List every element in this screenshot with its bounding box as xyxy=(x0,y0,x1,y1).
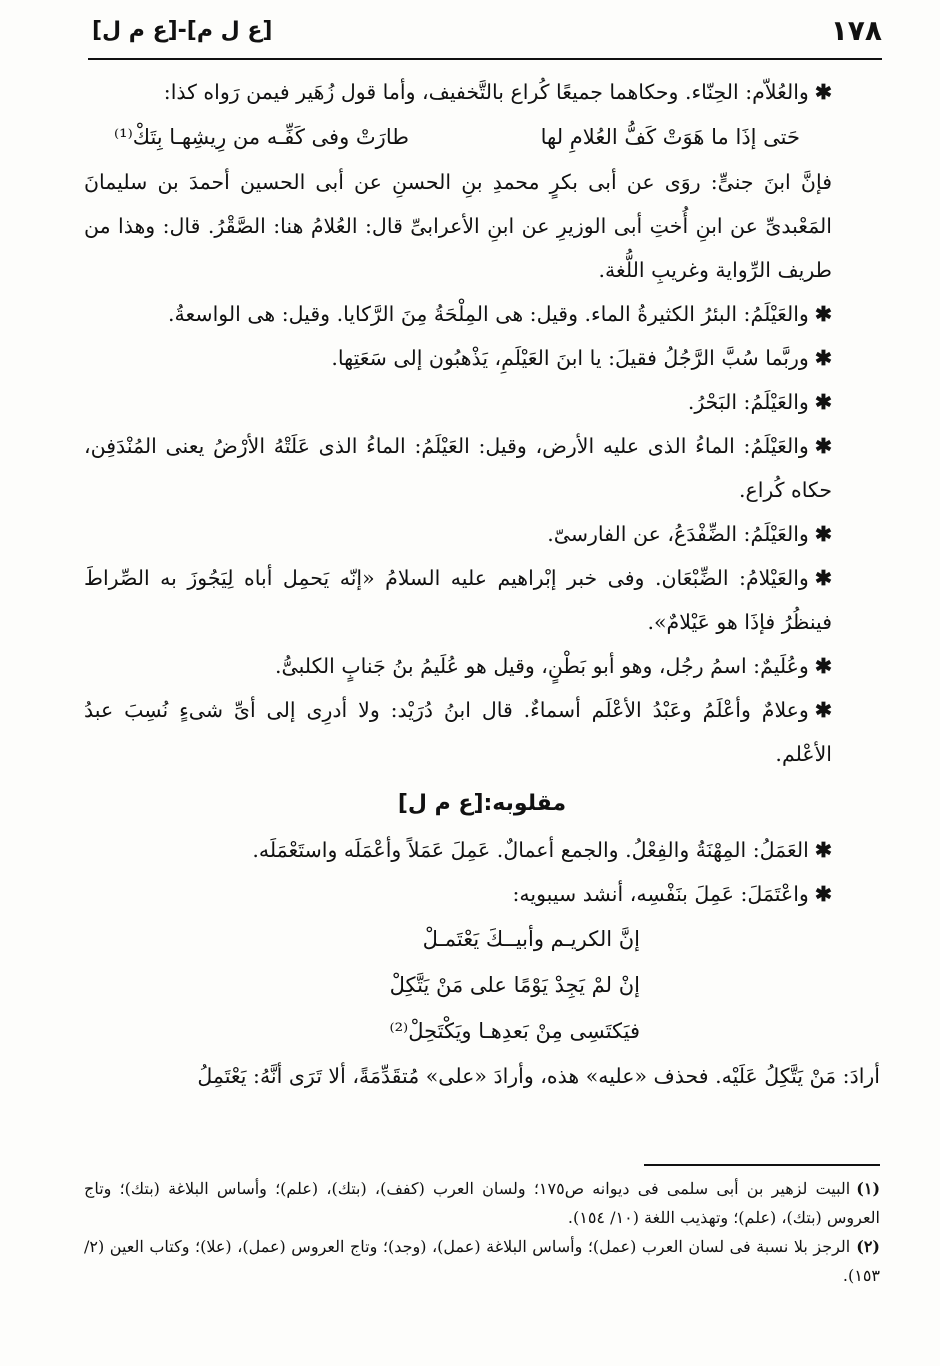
footnote-text: البيت لزهير بن أبى سلمى فى ديوانه ص١٧٥؛ ولسان العرب (كفف)، (بتك)، (علم)؛ وأساس البلاغة (بتك)؛ وتاج العروس (بتك)، (علم)؛ وتهذيب اللغة (١٠/ ١٥٤). xyxy=(84,1179,880,1227)
footnote xyxy=(84,1232,880,1290)
entry-star: ✱ xyxy=(814,838,832,862)
entry-star: ✱ xyxy=(814,346,832,370)
entry-text: العَمَلُ: المِهْنَةُ والفِعْلُ. والجمع أعمالٌ. عَمِلَ عَمَلاً وأعْمَلَه واستَعْمَلَه. xyxy=(252,838,809,862)
footnote xyxy=(84,1174,880,1232)
entry-text: والعُلاّم: الحِنّاء. وحكاهما جميعًا كُراع بالتَّخفيف، وأما قول زُهَير فيمن رَواه كذا: xyxy=(163,80,809,104)
entry-star: ✱ xyxy=(814,80,832,104)
entry xyxy=(84,828,880,872)
verse-line: فيَكتَسِى مِنْ بَعدِهـا ويَكْتَحِلْ⁽²⁾ xyxy=(389,1019,640,1043)
main-text xyxy=(84,70,880,1098)
entry xyxy=(84,336,880,380)
footnote-text: الرجز بلا نسبة فى لسان العرب (عمل)؛ وأساس البلاغة (عمل)، (وجد)؛ وتاج العروس (عمل)، (علا)؛ وكتاب العين (٢/ ١٥٣). xyxy=(84,1237,880,1285)
section-heading: مقلوبه:[ع م ل] xyxy=(397,791,567,816)
verse-line: إنَّ الكريـم وأبيــكَ يَعْتَمـلْ xyxy=(422,927,640,951)
entry xyxy=(84,424,880,512)
entry xyxy=(84,644,880,688)
entry xyxy=(84,160,880,292)
closing-line: أرادَ: مَنْ يَتَّكِلُ عَلَيْه. فحذف «عليه» هذه، وأرادَ «على» مُتقَدِّمَةً، ألا تَرَى أنَّهُ: يَعْتَمِلُ xyxy=(197,1064,880,1088)
entry-text: وعلامٌ وأعْلَمُ وعَبْدُ الأعْلَم أسماءٌ. قال ابنُ دُرَيْد: ولا أدرِى إلى أىِّ شىءٍ نُسِبَ عبدُ الأعْلم. xyxy=(84,698,832,766)
footnote-number: (٢) xyxy=(856,1237,880,1256)
entry xyxy=(84,380,880,424)
entry xyxy=(84,292,880,336)
entry-star: ✱ xyxy=(814,882,832,906)
verse-hemistich-second: طارَتْ وفى كَفِّـه من رِيشِهـا بِتَكْ⁽¹⁾ xyxy=(114,125,409,149)
footnote-rule xyxy=(644,1164,880,1166)
header-rule xyxy=(88,58,882,60)
entry-text: والعَيْلَمُ: الضِّفْدَعُ، عن الفارسىّ. xyxy=(547,522,809,546)
entry-text: وربَّما سُبَّ الرَّجُلُ فقيلَ: يا ابنَ العَيْلَمِ، يَذْهبُون إلى سَعَتِها. xyxy=(331,346,809,370)
entry-text: وعُلَيمٌ: اسمُ رجُل، وهو أبو بَطْنٍ، وقيل هو عُلَيمُ بنُ جَنابٍ الكلبىُّ. xyxy=(275,654,809,678)
root-label: [ع ل م]-[ع م ل] xyxy=(92,18,273,43)
entry-star: ✱ xyxy=(814,522,832,546)
entry-star: ✱ xyxy=(814,390,832,414)
entry-text: والعَيْلامُ: الضِّبْعَان. وفى خبر إبْراهيم عليه السلامُ «إنّه يَحمِل أباه لِيَجُوزَ به الصِّراطَ فينظُرُ فإذَا هو عَيْلامٌ». xyxy=(84,566,832,634)
footnotes xyxy=(84,1174,880,1290)
entry-star: ✱ xyxy=(814,654,832,678)
verse xyxy=(84,114,880,160)
entry-star: ✱ xyxy=(814,698,832,722)
entry xyxy=(84,512,880,556)
entry xyxy=(84,556,880,644)
verse-line: إنْ لمْ يَجِدْ يَوْمًا على مَنْ يَتَّكِلْ xyxy=(389,973,640,997)
page-number: ١٧٨ xyxy=(830,14,882,47)
entry-text: والعَيْلَمُ: البَحْرُ. xyxy=(687,390,809,414)
entry-text: والعَيْلَمُ: البئرُ الكثيرةُ الماء. وقيل: هى المِلْحَةُ مِنَ الرَّكايا. وقيل: هى الواسعةُ. xyxy=(168,302,809,326)
entry-text: والعَيْلَمُ: الماءُ الذى عليه الأرض، وقيل: العَيْلَمُ: الماءُ الذى عَلَتْهُ الأرْضُ يعنى المُنْدَفِن، حكاه كُراع. xyxy=(84,434,832,502)
entry-star: ✱ xyxy=(814,302,832,326)
entry-star: ✱ xyxy=(814,566,832,590)
entry-star: ✱ xyxy=(814,434,832,458)
footnote-number: (١) xyxy=(856,1179,881,1198)
entry-text: فإنَّ ابنَ جنىٍّ: روَى عن أبى بكرٍ محمدِ بنِ الحسنِ عن أبى الحسين أحمدَ بن سليمانَ المَعْبدىِّ عن ابنِ أُختِ أبى الوزيرِ عن ابنِ الأعرابىِّ قال: العُلامُ هنا: الصَّقْرُ. قال: وهذا من طريف الرِّواية وغريبِ اللُّغة. xyxy=(84,170,832,282)
entry xyxy=(84,872,880,916)
entry xyxy=(84,70,880,114)
verse-hemistich-first: حَتى إذَا ما هَوَتْ كَفُّ العُلامِ لها xyxy=(540,125,800,149)
entry-text: واعْتَمَلَ: عَمِلَ بنَفْسِه، أنشد سيبويه: xyxy=(512,882,809,906)
entry xyxy=(84,688,880,776)
